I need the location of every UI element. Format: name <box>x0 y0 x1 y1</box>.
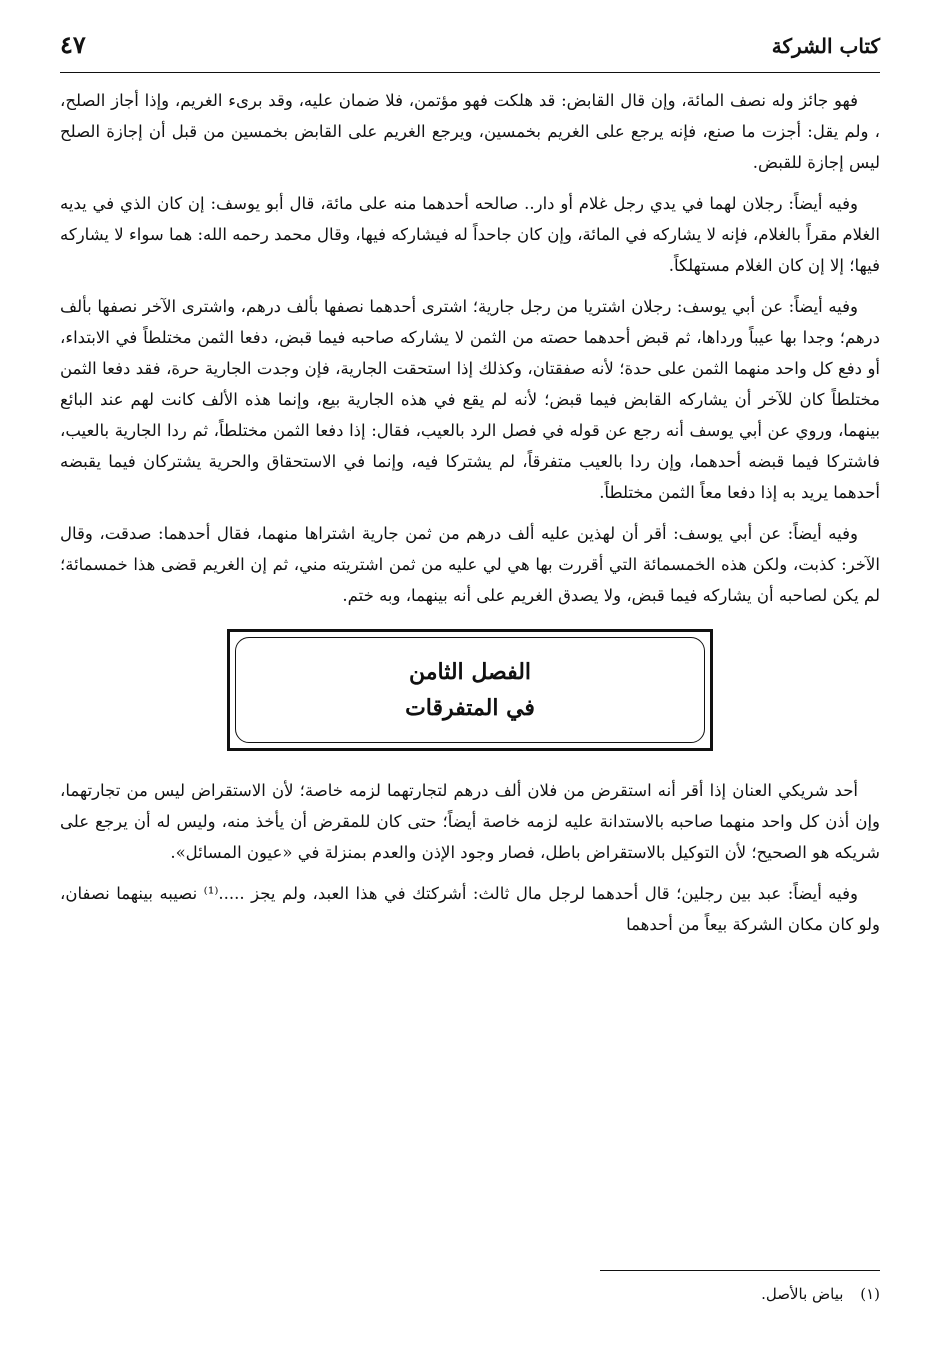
footnote-number: (١) <box>860 1285 880 1303</box>
running-header <box>60 28 880 73</box>
paragraph: وفيه أيضاً: عبد بين رجلين؛ قال أحدهما لرجل مال ثالث: أشركتك في هذا العبد، ولم يجز .....⁽¹⁾ نصيبه بينهما نصفان، ولو كان مكان الشركة بيعاً من أحدهما <box>60 884 880 934</box>
section-subtitle: في المتفرقات <box>405 695 535 721</box>
paragraph: وفيه أيضاً: عن أبي يوسف: أقر أن لهذين عليه ألف درهم من ثمن جارية اشتراها منهما، فقال أحدهما: صدقت، وقال الآخر: كذبت، ولكن هذه الخمسمائة التي أقررت بها هي لي عليه من ثمن اشتريته مني، ثم إن الغريم قضى هذا خمسمائة؛ لم يكن لصاحبه أن يشاركه فيما قبض، ولا يصدق الغريم على أنه بينهما، وبه ختم. <box>60 524 881 605</box>
footnote <box>761 1282 880 1306</box>
section-title: الفصل الثامن <box>408 659 532 685</box>
page-number: ٤٧ <box>60 30 86 59</box>
section-heading-frame <box>235 637 705 743</box>
body-text <box>60 85 880 940</box>
document-page <box>60 28 880 1338</box>
paragraph: وفيه أيضاً: عن أبي يوسف: رجلان اشتريا من رجل جارية؛ اشترى أحدهما نصفها بألف درهم، واشترى الآخر نصفها بألف درهم؛ وجدا بها عيباً ورداها، ثم قبض أحدهما حصته من الثمن لا يشاركه صاحبه فيما قبض، دفعا الثمن مختلطاً في الابتداء، أو دفع كل واحد منهما الثمن على حدة؛ لأنه صفقتان، وكذلك إذا استحقت الجارية، فإن وجدت الجارية حرة، فقد دفعا الثمن مختلطاً كان للآخر أن يشاركه القابض فيما قبض؛ لأنه لم يقع في هذه الجارية بيع، وإنما هذه الألف كانت لهم عند البائع بينهما، وروي عن أبي يوسف أنه رجع عن قوله في فصل الرد بالعيب، فقال: إذا دفعا الثمن مختلطاً، ثم ردا الجارية بالعيب، فاشتركا فيما قبضه أحدهما، وإن ردا بالعيب متفرقاً، لم يشتركا فيه، وإنما في الاستحقاق والحرية يشتركان فيما يقبضه أحدهما يريد به إذا دفعا معاً الثمن مختلطاً. <box>60 297 880 502</box>
paragraph: وفيه أيضاً: رجلان لهما في يدي رجل غلام أو دار.. صالحه أحدهما منه على مائة، قال أبو يوسف: إن كان الذي في يديه الغلام مقراً بالغلام، فإنه لا يشاركه في المائة، وإن كان جاحداً له فيشاركه فيها، وقال محمد رحمه الله: هما سواء لا يشاركه فيها؛ إلا إن كان الغلام مستهلكاً. <box>60 194 880 275</box>
book-title: كتاب الشركة <box>771 34 880 58</box>
paragraph: فهو جائز وله نصف المائة، وإن قال القابض: قد هلكت فهو مؤتمن، فلا ضمان عليه، وقد برىء الغريم، وإذا أجاز الصلح، ، ولم يقل: أجزت ما صنع، فإنه يرجع على الغريم بخمسين، ويرجع الغريم على القابض بخمسين من قبل أن إجازة الصلح ليس إجازة للقبض. <box>60 91 880 172</box>
section-heading-box <box>227 629 713 751</box>
footnote-divider <box>600 1270 880 1271</box>
footnote-text: بياض بالأصل. <box>761 1285 844 1303</box>
paragraph: أحد شريكي العنان إذا أقر أنه استقرض من فلان ألف درهم لتجارتهما لزمه خاصة؛ لأن الاستقراض ليس من تجارتهما، وإن أذن كل واحد منهما صاحبه بالاستدانة عليه لزمه خاصة أيضاً؛ حتى كان للمقرض أن يأخذ منه، وليس له أن يرجع على شريكه هو الصحيح؛ لأن التوكيل بالاستقراض باطل، فصار وجود الإذن والعدم بمنزلة في «عيون المسائل». <box>60 781 880 862</box>
